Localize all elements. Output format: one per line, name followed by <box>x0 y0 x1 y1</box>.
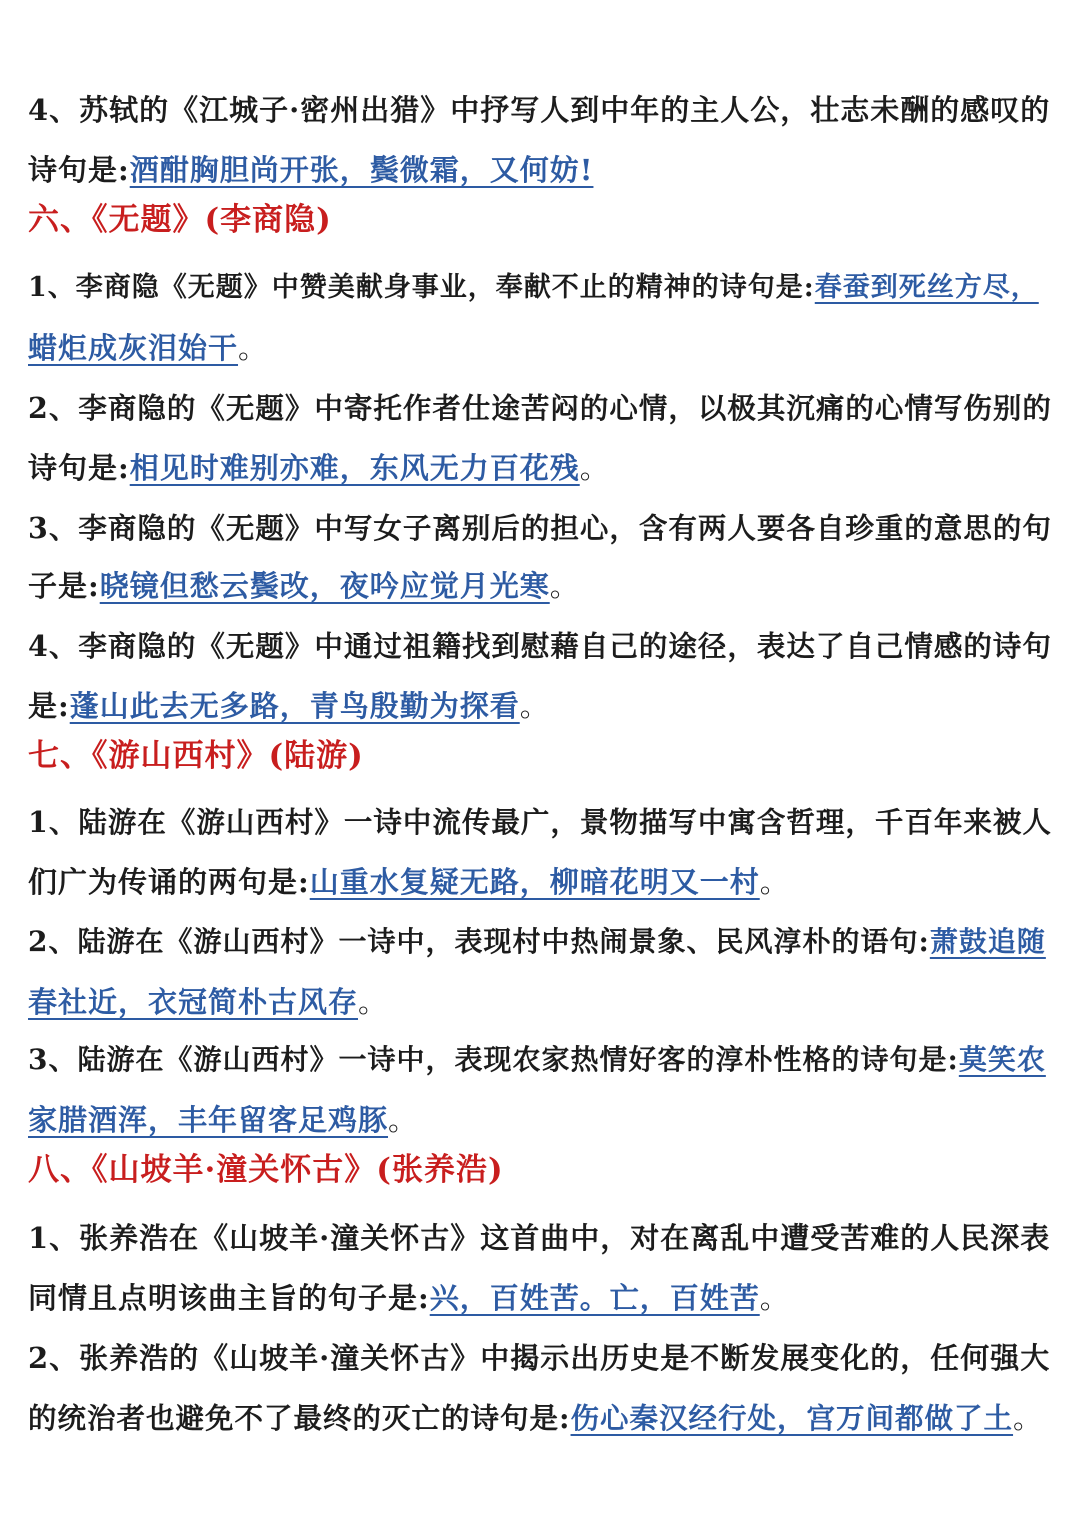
poem-answer: 春蚕到死丝方尽， <box>814 272 1039 303</box>
poem-answer: 兴，百姓苦。亡，百姓苦 <box>429 1281 760 1315</box>
question-line <box>28 1040 1046 1080</box>
answer-line <box>28 1100 418 1140</box>
question-text: 们广为传诵的两句是: <box>28 865 310 899</box>
question-text: 诗句是: <box>28 153 130 187</box>
question-text: 2、李商隐的《无题》中寄托作者仕途苦闷的心情，以极其沉痛的心情写伤别的 <box>28 391 1052 425</box>
poem-answer: 伤心秦汉经行处，宫万间都做了土 <box>570 1401 1014 1435</box>
end-punct: 。 <box>759 1281 790 1315</box>
question-line <box>28 922 1046 962</box>
answer-line <box>28 686 550 726</box>
answer-line <box>28 862 790 902</box>
answer-line <box>28 1398 1043 1439</box>
question-line <box>28 388 1052 428</box>
question-line <box>28 802 1052 842</box>
answer-line <box>28 328 268 368</box>
poem-answer: 晓镜但愁云鬓改，夜吟应觉月光寒 <box>99 569 550 603</box>
question-text: 3、陆游在《游山西村》一诗中，表现农家热情好客的淳朴性格的诗句是: <box>28 1043 959 1076</box>
section-heading: 六、《无题》(李商隐) <box>28 202 332 238</box>
poem-answer: 蜡炬成灰泪始干 <box>28 331 239 365</box>
end-punct: 。 <box>358 985 389 1019</box>
poem-answer: 萧鼓追随 <box>929 925 1046 958</box>
question-text: 1、李商隐《无题》中赞美献身事业，奉献不止的精神的诗句是: <box>28 272 815 303</box>
poem-answer: 春社近，衣冠简朴古风存 <box>28 985 359 1019</box>
question-text: 2、张养浩的《山坡羊·潼关怀古》中揭示出历史是不断发展变化的，任何强大 <box>28 1341 1051 1375</box>
question-line <box>28 1218 1050 1258</box>
poem-answer: 酒酣胸胆尚开张，鬓微霜，又何妨! <box>129 153 594 187</box>
question-text: 同情且点明该曲主旨的句子是: <box>28 1281 430 1315</box>
question-line <box>28 90 1050 130</box>
end-punct: 。 <box>1013 1402 1043 1435</box>
poem-answer: 山重水复疑无路，柳暗花明又一村 <box>309 865 760 899</box>
question-text: 3、李商隐的《无题》中写女子离别后的担心，含有两人要各自珍重的意思的句 <box>28 511 1052 545</box>
question-text: 1、张养浩在《山坡羊·潼关怀古》这首曲中，对在离乱中遭受苦难的人民深表 <box>28 1221 1051 1255</box>
answer-line <box>28 150 593 190</box>
end-punct: 。 <box>579 451 610 485</box>
poem-answer: 蓬山此去无多路，青鸟殷勤为探看 <box>69 689 520 723</box>
end-punct: 。 <box>519 689 550 723</box>
section-heading: 七、《游山西村》(陆游) <box>28 738 364 774</box>
question-line <box>28 626 1052 666</box>
answer-line <box>28 566 580 606</box>
question-text: 4、苏轼的《江城子·密州出猎》中抒写人到中年的主人公，壮志未酬的感叹的 <box>28 93 1051 127</box>
answer-line <box>28 982 388 1022</box>
section-heading: 八、《山坡羊·潼关怀古》(张养浩) <box>28 1152 504 1188</box>
question-text: 的统治者也避免不了最终的灭亡的诗句是: <box>28 1401 571 1435</box>
question-line <box>28 508 1052 548</box>
answer-line <box>28 1278 790 1318</box>
poem-answer: 莫笑农 <box>958 1043 1046 1076</box>
question-text: 2、陆游在《游山西村》一诗中，表现村中热闹景象、民风淳朴的语句: <box>28 925 930 958</box>
poem-answer: 相见时难别亦难，东风无力百花残 <box>129 451 580 485</box>
question-text: 是: <box>28 689 70 723</box>
question-text: 4、李商隐的《无题》中通过祖籍找到慰藉自己的途径，表达了自己情感的诗句 <box>28 629 1052 663</box>
end-punct: 。 <box>238 331 269 365</box>
answer-line <box>28 448 610 488</box>
question-line <box>28 1338 1050 1378</box>
end-punct: 。 <box>759 865 790 899</box>
end-punct: 。 <box>549 569 580 603</box>
question-text: 1、陆游在《游山西村》一诗中流传最广，景物描写中寓含哲理，千百年来被人 <box>28 805 1052 839</box>
question-text: 诗句是: <box>28 451 130 485</box>
question-line <box>28 268 1039 308</box>
end-punct: 。 <box>388 1103 419 1137</box>
poem-answer: 家腊酒浑，丰年留客足鸡豚 <box>28 1103 389 1137</box>
question-text: 子是: <box>28 569 100 603</box>
